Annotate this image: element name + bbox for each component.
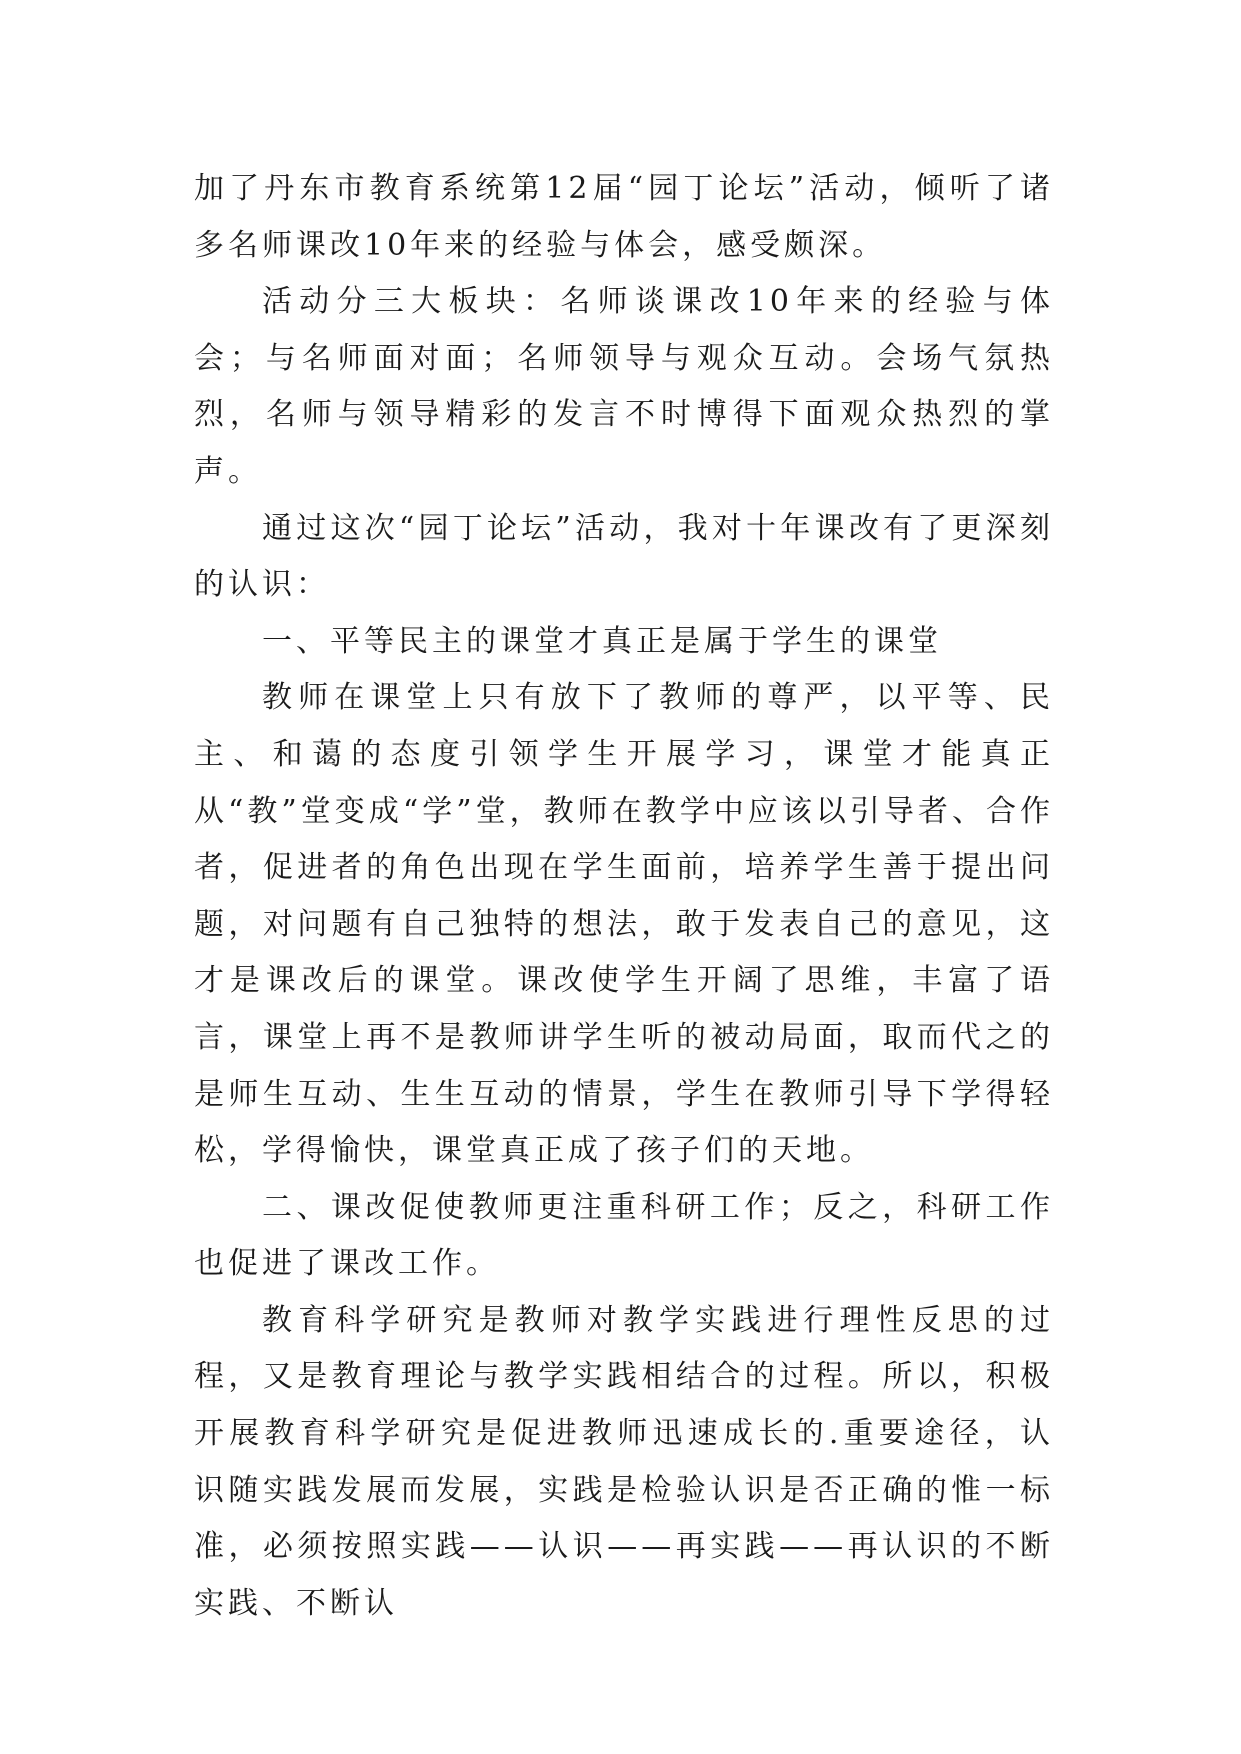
- heading-point-two: 二、课改促使教师更注重科研工作；反之，科研工作也促进了课改工作。: [194, 1189, 1054, 1282]
- paragraph-reflection-intro: 通过这次“园丁论坛”活动，我对十年课改有了更深刻的认识：: [194, 510, 1054, 603]
- paragraph-point-one-body: 教师在课堂上只有放下了教师的尊严，以平等、民主、和蔼的态度引领学生开展学习，课堂才能真正从“教”堂变成“学”堂，教师在教学中应该以引导者、合作者，促进者的角色出现在学生面前，培养学生善于提出问题，对问题有自己独特的想法，敢于发表自己的意见，这才是课改后的课堂。课改使学生开阔了思维，丰富了语言，课堂上再不是教师讲学生听的被动局面，取而代之的是师生互动、生生互动的情景，学生在教师引导下学得轻松，学得愉快，课堂真正成了孩子们的天地。: [194, 680, 1054, 1169]
- paragraph-activity-sections: 活动分三大板块：名师谈课改10年来的经验与体会；与名师面对面；名师领导与观众互动。会场气氛热烈，名师与领导精彩的发言不时博得下面观众热烈的掌声。: [194, 284, 1054, 489]
- paragraph-continuation: 加了丹东市教育系统第12届“园丁论坛”活动，倾听了诸多名师课改10年来的经验与体会，感受颇深。: [194, 171, 1054, 263]
- paragraph-point-two-body: 教育科学研究是教师对教学实践进行理性反思的过程，又是教育理论与教学实践相结合的过程。所以，积极开展教育科学研究是促进教师迅速成长的.重要途径，认识随实践发展而发展，实践是检验认识是否正确的惟一标准，必须按照实践——认识——再实践——再认识的不断实践、不断认: [194, 1302, 1054, 1621]
- heading-point-one: 一、平等民主的课堂才真正是属于学生的课堂: [262, 623, 942, 659]
- document-body: [194, 161, 1054, 1632]
